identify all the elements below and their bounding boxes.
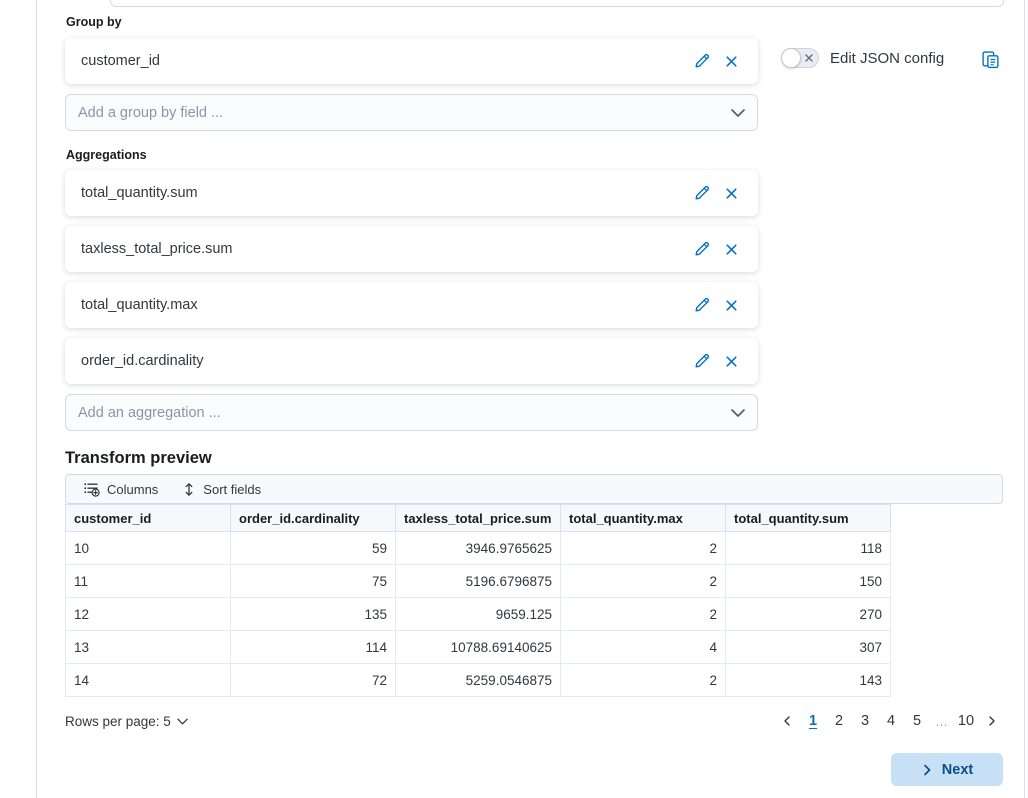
sort-fields-button-label: Sort fields xyxy=(203,481,262,497)
table-cell: 13 xyxy=(66,631,231,664)
chevron-down-icon xyxy=(731,109,745,117)
edit-json-config-label: Edit JSON config xyxy=(830,50,945,67)
close-icon xyxy=(724,186,739,201)
pencil-icon xyxy=(693,53,710,70)
add-aggregation-combobox[interactable] xyxy=(65,394,758,431)
aggregation-item-label: order_id.cardinality xyxy=(81,353,204,369)
aggregation-item-label: total_quantity.max xyxy=(81,297,198,313)
previous-page-button[interactable] xyxy=(776,710,798,732)
table-cell: 10 xyxy=(66,532,231,565)
panel-above-bottom-edge xyxy=(110,0,1004,7)
delete-aggregation-button[interactable] xyxy=(720,182,742,204)
aggregations-label: Aggregations xyxy=(66,148,147,162)
table-cell: 12 xyxy=(66,598,231,631)
sort-fields-button[interactable] xyxy=(174,478,269,501)
chevron-right-icon xyxy=(921,764,933,776)
aggregation-item xyxy=(65,338,758,384)
chevron-right-icon xyxy=(986,715,998,727)
table-cell: 59 xyxy=(231,532,396,565)
wizard-step-connector-line xyxy=(36,0,37,798)
edit-aggregation-button[interactable] xyxy=(690,350,712,372)
pagination xyxy=(776,710,1003,732)
toggle-off-x-icon xyxy=(804,53,814,63)
rows-per-page-label: Rows per page: 5 xyxy=(65,713,171,729)
table-row xyxy=(66,532,891,565)
table-cell: 5196.6796875 xyxy=(396,565,561,598)
edit-group-by-button[interactable] xyxy=(690,50,712,72)
table-cell: 5259.0546875 xyxy=(396,664,561,697)
chevron-left-icon xyxy=(781,715,793,727)
table-cell: 4 xyxy=(561,631,726,664)
pencil-icon xyxy=(693,297,710,314)
table-cell: 143 xyxy=(726,664,891,697)
edit-aggregation-button[interactable] xyxy=(690,182,712,204)
transform-preview-title: Transform preview xyxy=(65,449,212,467)
group-by-item-label: customer_id xyxy=(81,53,160,69)
table-cell: 2 xyxy=(561,532,726,565)
next-button-label: Next xyxy=(941,761,974,778)
aggregation-item xyxy=(65,170,758,216)
chevron-down-icon xyxy=(177,718,188,725)
sort-arrows-icon xyxy=(182,482,196,497)
page-button-5[interactable]: 5 xyxy=(906,710,928,732)
table-cell: 11 xyxy=(66,565,231,598)
column-header[interactable]: order_id.cardinality xyxy=(231,505,396,532)
table-row xyxy=(66,664,891,697)
aggregation-item-label: taxless_total_price.sum xyxy=(81,241,233,257)
table-cell: 2 xyxy=(561,565,726,598)
copy-config-button[interactable] xyxy=(979,48,1001,70)
close-icon xyxy=(724,54,739,69)
table-footer-bar xyxy=(65,708,1003,734)
delete-aggregation-button[interactable] xyxy=(720,294,742,316)
column-header[interactable]: total_quantity.max xyxy=(561,505,726,532)
next-page-button[interactable] xyxy=(981,710,1003,732)
close-icon xyxy=(724,354,739,369)
columns-button-label: Columns xyxy=(107,481,159,497)
columns-button[interactable] xyxy=(76,477,166,501)
column-header[interactable]: total_quantity.sum xyxy=(726,505,891,532)
table-header-row xyxy=(66,505,891,532)
group-by-item xyxy=(65,38,758,84)
table-cell: 75 xyxy=(231,565,396,598)
table-row xyxy=(66,565,891,598)
table-cell: 270 xyxy=(726,598,891,631)
pencil-icon xyxy=(693,241,710,258)
table-cell: 2 xyxy=(561,664,726,697)
toggle-thumb xyxy=(781,48,801,68)
table-cell: 135 xyxy=(231,598,396,631)
table-cell: 72 xyxy=(231,664,396,697)
table-cell: 150 xyxy=(726,565,891,598)
add-group-by-combobox[interactable] xyxy=(65,94,758,131)
table-cell: 14 xyxy=(66,664,231,697)
delete-aggregation-button[interactable] xyxy=(720,350,742,372)
edit-json-toggle[interactable] xyxy=(781,48,819,68)
close-icon xyxy=(724,298,739,313)
group-by-label: Group by xyxy=(66,15,122,29)
pencil-icon xyxy=(693,185,710,202)
transform-preview-table xyxy=(65,504,891,697)
page-button-1[interactable]: 1 xyxy=(802,710,824,732)
list-add-icon xyxy=(84,481,100,497)
rows-per-page-button[interactable] xyxy=(65,714,188,729)
edit-aggregation-button[interactable] xyxy=(690,294,712,316)
next-button[interactable] xyxy=(891,753,1003,786)
table-cell: 3946.9765625 xyxy=(396,532,561,565)
column-header[interactable]: taxless_total_price.sum xyxy=(396,505,561,532)
page-right-edge xyxy=(1024,0,1025,798)
table-row xyxy=(66,598,891,631)
table-row xyxy=(66,631,891,664)
page-button-4[interactable]: 4 xyxy=(880,710,902,732)
table-cell: 307 xyxy=(726,631,891,664)
pencil-icon xyxy=(693,353,710,370)
table-cell: 9659.125 xyxy=(396,598,561,631)
delete-aggregation-button[interactable] xyxy=(720,238,742,260)
aggregation-item xyxy=(65,226,758,272)
page-button-10[interactable]: 10 xyxy=(955,710,977,732)
add-group-by-placeholder: Add a group by field ... xyxy=(78,104,224,121)
aggregation-item xyxy=(65,282,758,328)
edit-aggregation-button[interactable] xyxy=(690,238,712,260)
page-button-3[interactable]: 3 xyxy=(854,710,876,732)
aggregation-item-label: total_quantity.sum xyxy=(81,185,198,201)
chevron-down-icon xyxy=(731,409,745,417)
table-cell: 10788.69140625 xyxy=(396,631,561,664)
column-header[interactable]: customer_id xyxy=(66,505,231,532)
table-cell: 118 xyxy=(726,532,891,565)
table-cell: 2 xyxy=(561,598,726,631)
table-cell: 114 xyxy=(231,631,396,664)
delete-group-by-button[interactable] xyxy=(720,50,742,72)
pagination-ellipsis: … xyxy=(935,713,948,729)
page-button-2[interactable]: 2 xyxy=(828,710,850,732)
close-icon xyxy=(724,242,739,257)
preview-grid-toolbar xyxy=(65,474,1003,504)
copy-clipboard-icon xyxy=(981,50,1000,69)
add-aggregation-placeholder: Add an aggregation ... xyxy=(78,404,221,421)
